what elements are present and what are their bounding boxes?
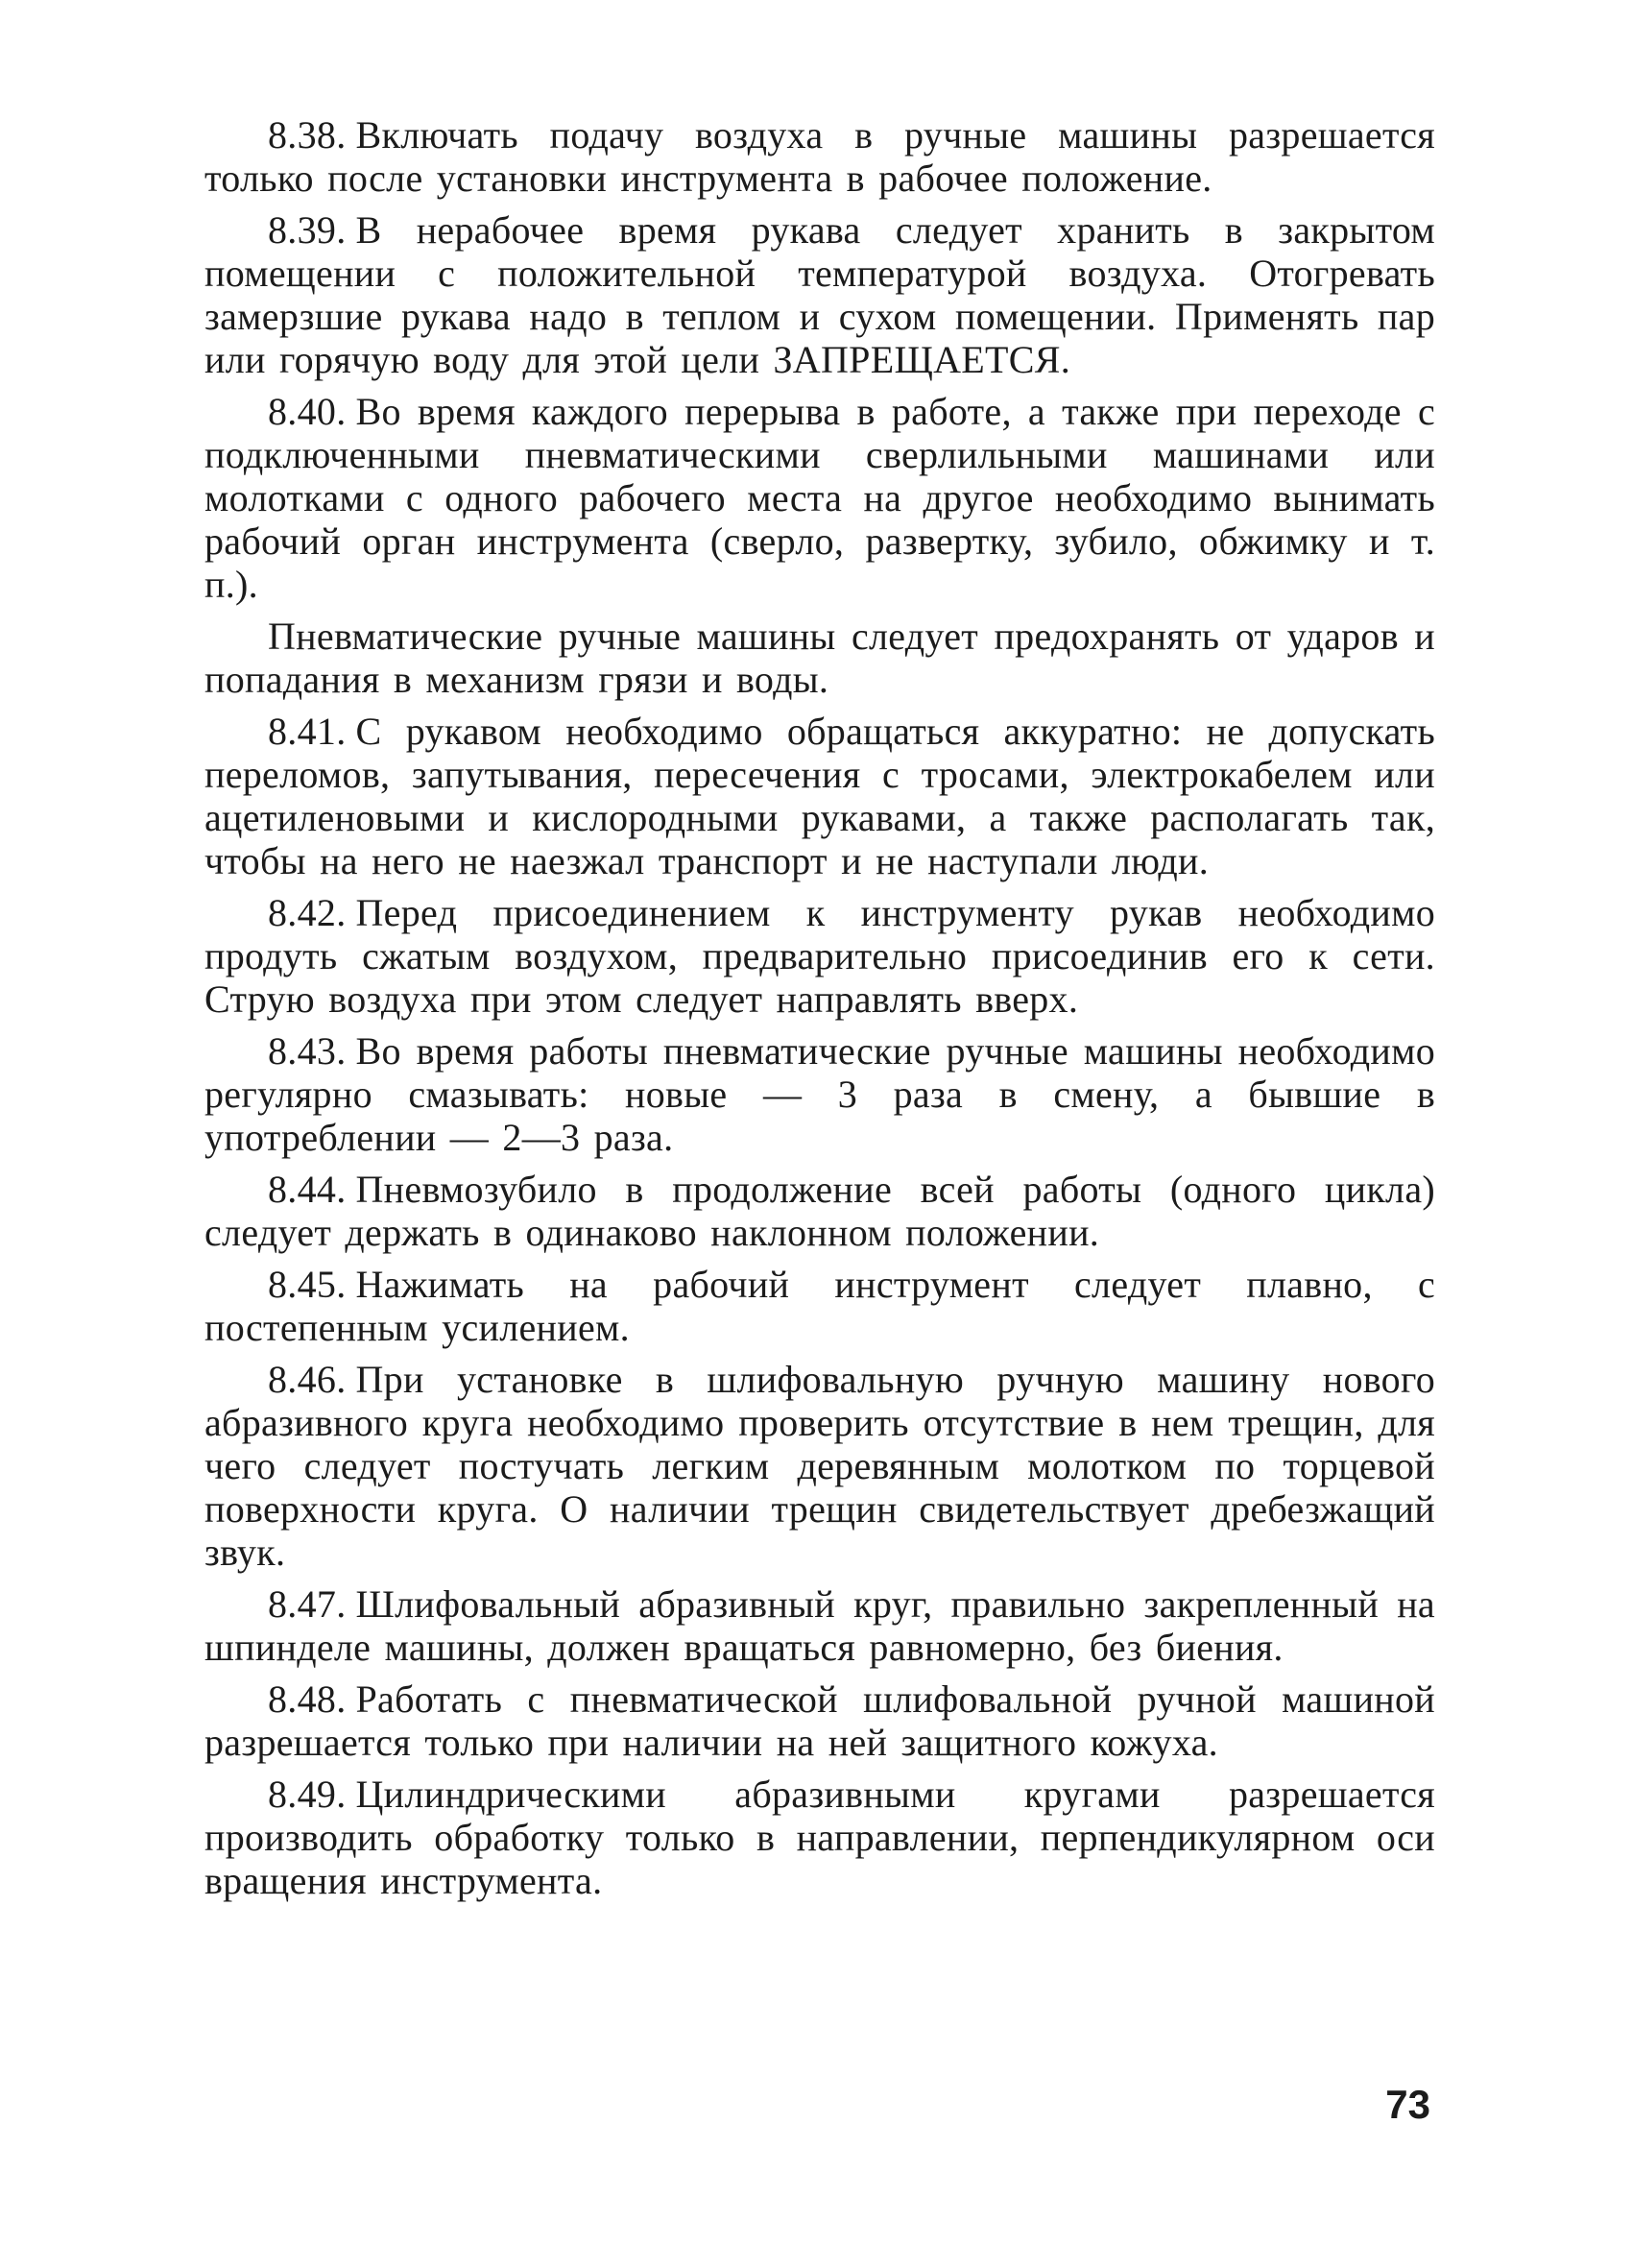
clause-number: 8.49.	[268, 1773, 347, 1816]
paragraph-8-42	[204, 891, 1435, 1021]
clause-text: При установке в шлифовальную ручную машину нового абразивного круга необходимо проверить отсутствие в нем трещин, для чего следует постучать легким деревянным молотком по торцевой поверхности круга. О наличии трещин свидетельствует дребезжащий звук.	[204, 1358, 1435, 1574]
clause-number: 8.41.	[268, 710, 347, 753]
paragraph-8-47	[204, 1582, 1435, 1669]
clause-number: 8.47.	[268, 1582, 347, 1626]
page-body	[204, 113, 1435, 1911]
paragraph-8-49	[204, 1773, 1435, 1902]
clause-text: Цилиндрическими абразивными кругами разрешается производить обработку только в направлении, перпендикулярном оси вращения инструмента.	[204, 1773, 1435, 1902]
paragraph-8-45	[204, 1263, 1435, 1349]
clause-text: Включать подачу воздуха в ручные машины разрешается только после установки инструмента в рабочее положение.	[204, 113, 1435, 200]
clause-number: 8.44.	[268, 1168, 347, 1211]
paragraph-8-48	[204, 1677, 1435, 1764]
clause-number: 8.46.	[268, 1358, 347, 1401]
clause-text: С рукавом необходимо обращаться аккуратно: не допускать переломов, запутывания, пересечения с тросами, электрокабелем или ацетиленовыми и кислородными рукавами, а также располагать так, чтобы на него не наезжал транспорт и не наступали люди.	[204, 710, 1435, 882]
clause-text: Во время работы пневматические ручные машины необходимо регулярно смазывать: новые — 3 раза в смену, а бывшие в употреблении — 2—3 раза.	[204, 1029, 1435, 1159]
clause-text: Работать с пневматической шлифовальной ручной машиной разрешается только при наличии на ней защитного кожуха.	[204, 1677, 1435, 1764]
paragraph-8-46	[204, 1358, 1435, 1574]
paragraph-8-44	[204, 1168, 1435, 1254]
paragraph-8-40-continued	[204, 615, 1435, 701]
clause-number: 8.39.	[268, 208, 347, 252]
clause-number: 8.43.	[268, 1029, 347, 1073]
clause-text: Пневматические ручные машины следует предохранять от ударов и попадания в механизм грязи и воды.	[204, 615, 1435, 701]
paragraph-8-43	[204, 1029, 1435, 1159]
clause-text: Во время каждого перерыва в работе, а также при переходе с подключенными пневматическими сверлильными машинами или молотками с одного рабочего места на другое необходимо вынимать рабочий орган инструмента (сверло, развертку, зубило, обжимку и т. п.).	[204, 390, 1435, 606]
paragraph-8-39	[204, 208, 1435, 381]
paragraph-8-40	[204, 390, 1435, 606]
page-number: 73	[1385, 2082, 1430, 2127]
clause-text: В нерабочее время рукава следует хранить в закрытом помещении с положительной температурой воздуха. Отогревать замерзшие рукава надо в теплом и сухом помещении. Применять пар или горячую воду для этой цели ЗАПРЕЩАЕТСЯ.	[204, 208, 1435, 381]
clause-number: 8.42.	[268, 891, 347, 934]
clause-number: 8.38.	[268, 113, 347, 157]
clause-text: Шлифовальный абразивный круг, правильно закрепленный на шпинделе машины, должен вращаться равномерно, без биения.	[204, 1582, 1435, 1669]
paragraph-8-38	[204, 113, 1435, 200]
clause-text: Пневмозубило в продолжение всей работы (одного цикла) следует держать в одинаково наклонном положении.	[204, 1168, 1435, 1254]
clause-text: Перед присоединением к инструменту рукав необходимо продуть сжатым воздухом, предварительно присоединив его к сети. Струю воздуха при этом следует направлять вверх.	[204, 891, 1435, 1021]
clause-number: 8.45.	[268, 1263, 347, 1306]
paragraph-8-41	[204, 710, 1435, 882]
clause-number: 8.48.	[268, 1677, 347, 1721]
clause-number: 8.40.	[268, 390, 347, 433]
clause-text: Нажимать на рабочий инструмент следует плавно, с постепенным усилением.	[204, 1263, 1435, 1349]
